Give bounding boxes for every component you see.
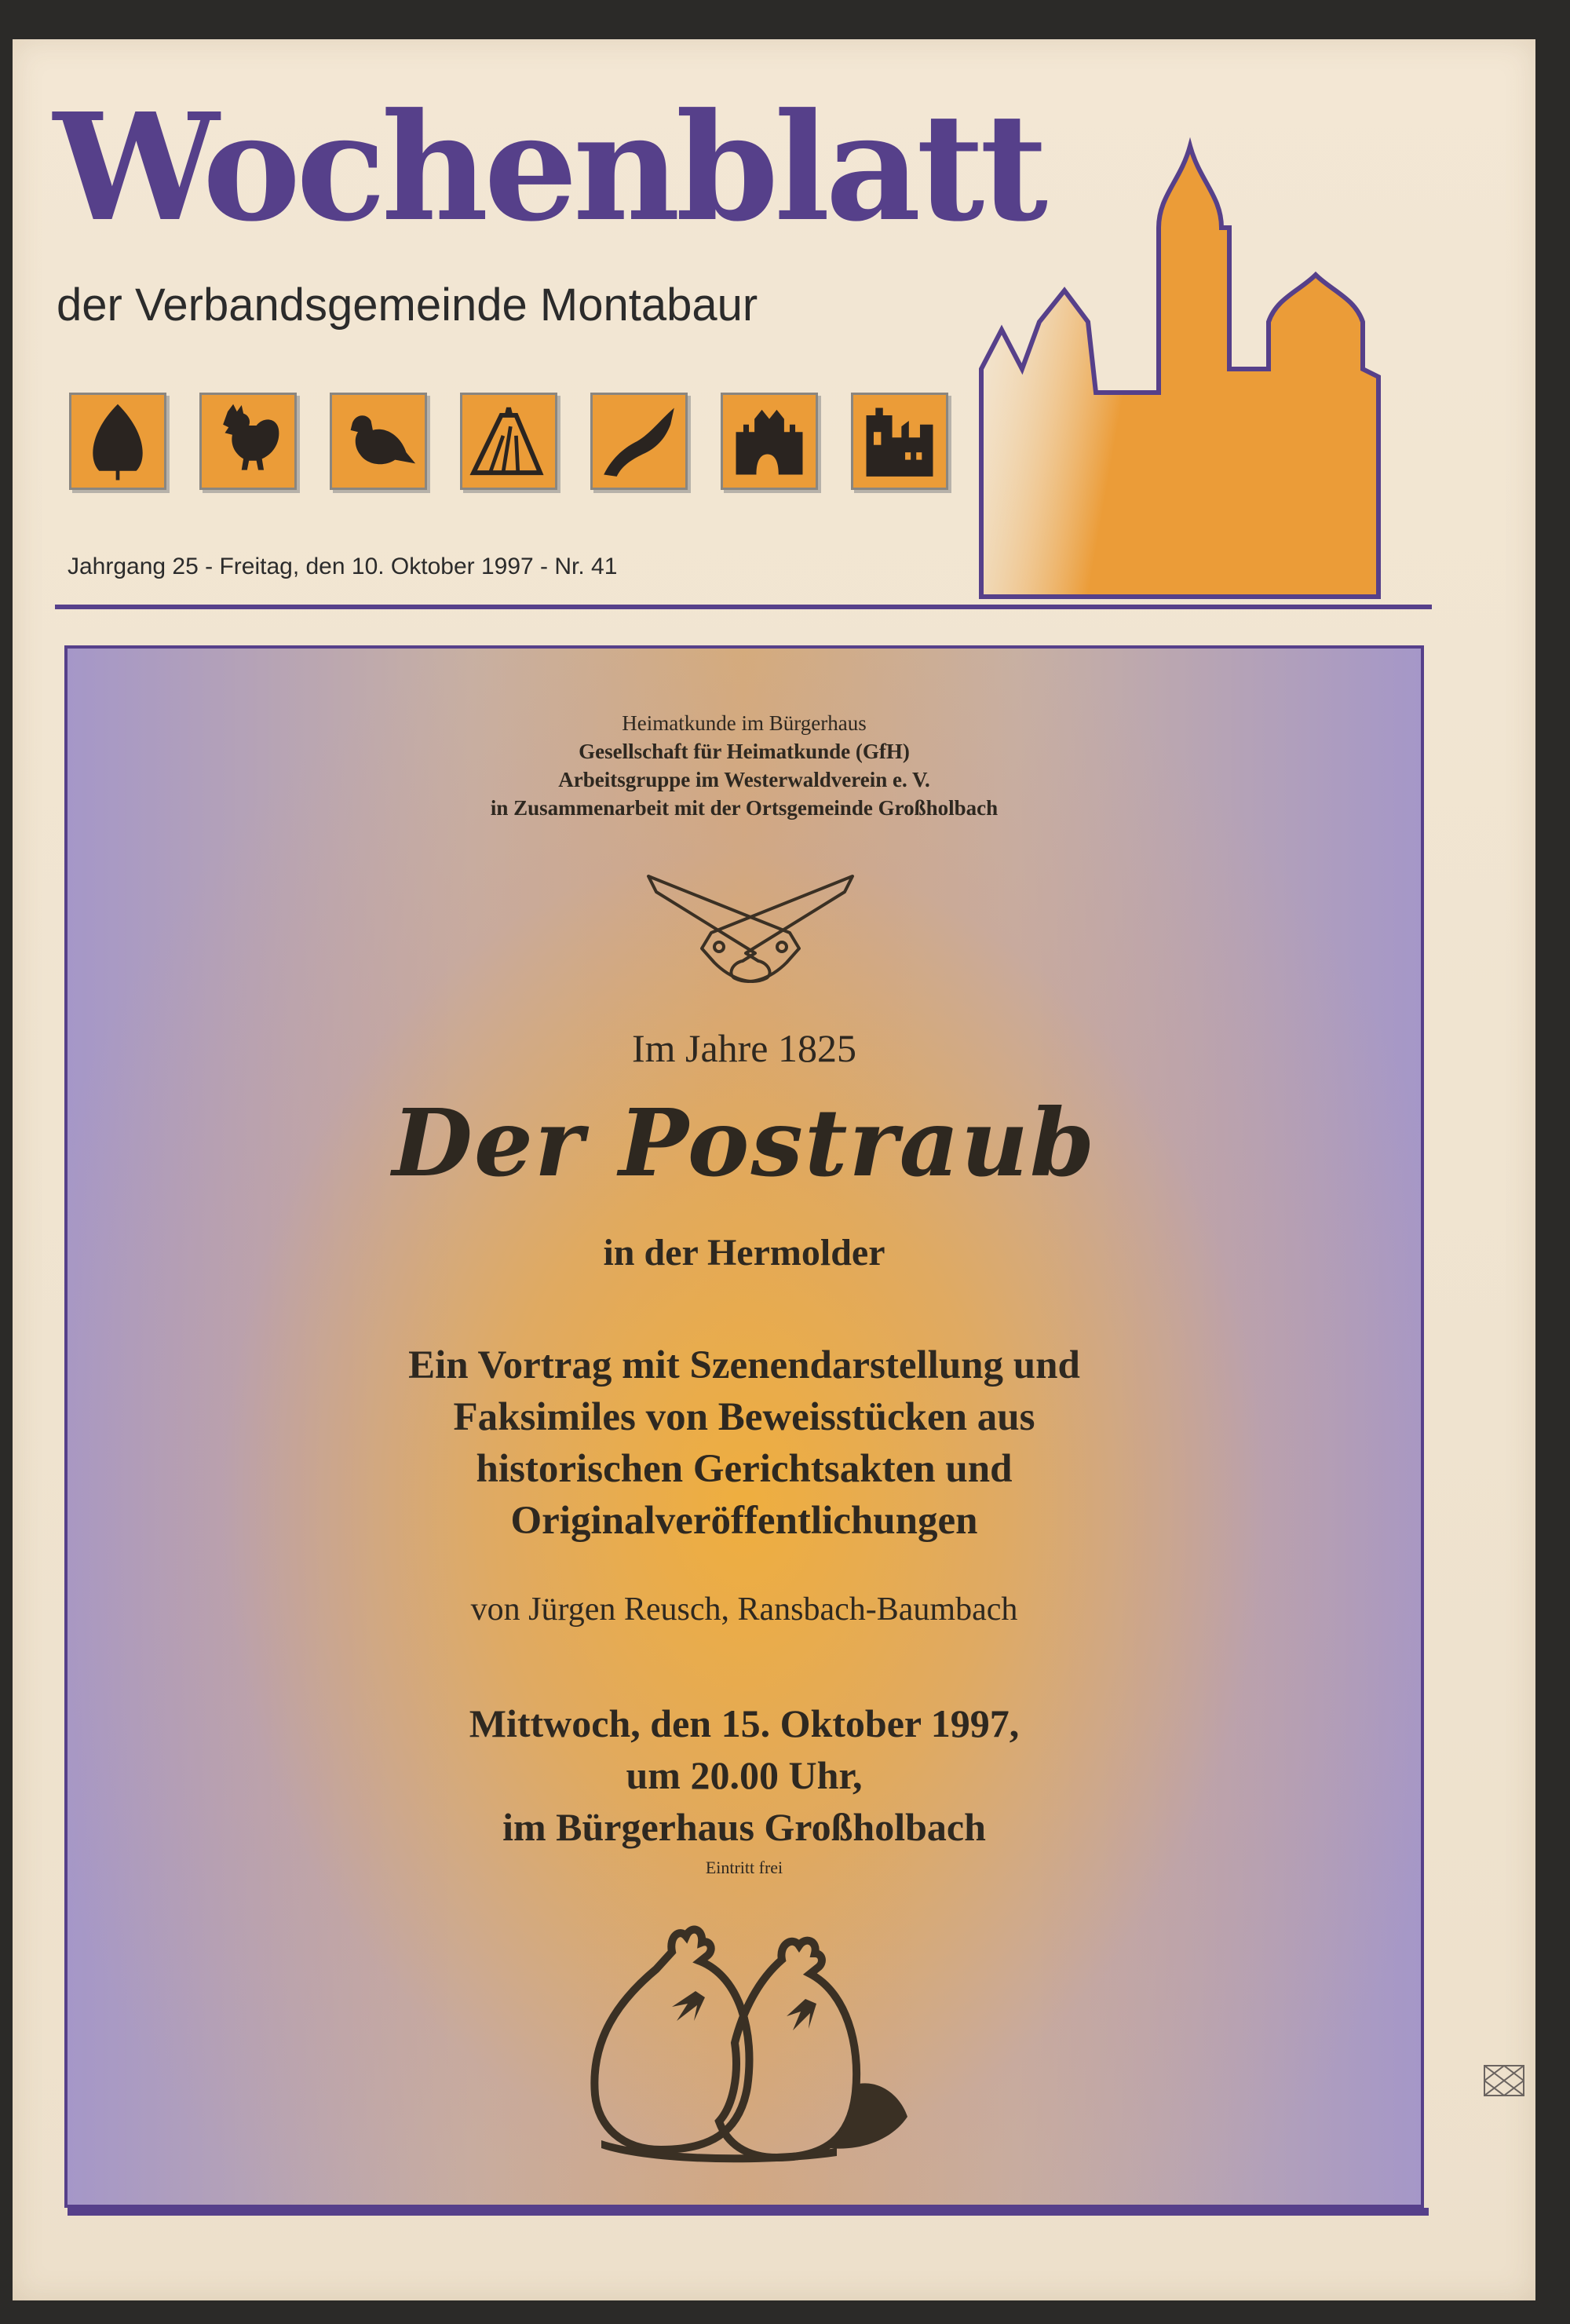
event-time: um 20.00 Uhr, — [626, 1753, 863, 1797]
description-line: historischen Gerichtsakten und — [476, 1447, 1013, 1491]
description-line: Ein Vortrag mit Szenendarstellung und — [408, 1343, 1080, 1387]
poster-headline: Der Postraub — [392, 1088, 1097, 1197]
issue-line: Jahrgang 25 - Freitag, den 10. Oktober 1997 - Nr. 41 — [68, 554, 618, 579]
castle-ruin-icon — [851, 393, 948, 490]
event-date: Mittwoch, den 15. Oktober 1997, — [469, 1701, 1020, 1745]
masthead-subtitle: der Verbandsgemeinde Montabaur — [57, 280, 758, 331]
rooster-icon — [199, 393, 297, 490]
event-poster — [64, 645, 1424, 2208]
crossed-pistols-illustration — [633, 861, 868, 1002]
bird-wing-icon — [590, 393, 688, 490]
masthead-title: Wochenblatt — [53, 81, 1044, 254]
event-details — [68, 1697, 1421, 1853]
money-bags-illustration — [586, 1905, 931, 2164]
leaf-icon — [69, 393, 166, 490]
town-gate-icon — [721, 393, 818, 490]
entry-note: Eintritt frei — [705, 1858, 783, 1877]
castle-silhouette-logo — [970, 133, 1441, 605]
dove-icon — [330, 393, 427, 490]
speaker-line: von Jürgen Reusch, Ransbach-Baumbach — [470, 1591, 1018, 1628]
newspaper-page — [13, 39, 1535, 2300]
year-line: Im Jahre 1825 — [631, 1026, 857, 1070]
organizer-line: Heimatkunde im Bürgerhaus — [622, 711, 867, 735]
poster-subheadline: in der Hermolder — [603, 1232, 885, 1273]
description-line: Faksimiles von Beweisstücken aus — [453, 1395, 1035, 1439]
description-line: Originalveröffentlichungen — [510, 1499, 978, 1543]
masthead-divider — [55, 605, 1432, 609]
organizer-line: Arbeitsgruppe im Westerwaldverein e. V. — [558, 768, 930, 791]
event-venue: im Bürgerhaus Großholbach — [502, 1805, 986, 1849]
organizer-line: Gesellschaft für Heimatkunde (GfH) — [579, 740, 910, 763]
crosshatch-stamp — [1484, 2065, 1524, 2096]
mountain-icon — [460, 393, 557, 490]
organizer-line: in Zusammenarbeit mit der Ortsgemeinde Großholbach — [490, 796, 999, 820]
talk-description — [68, 1339, 1421, 1547]
masthead-icon-row — [69, 393, 948, 491]
